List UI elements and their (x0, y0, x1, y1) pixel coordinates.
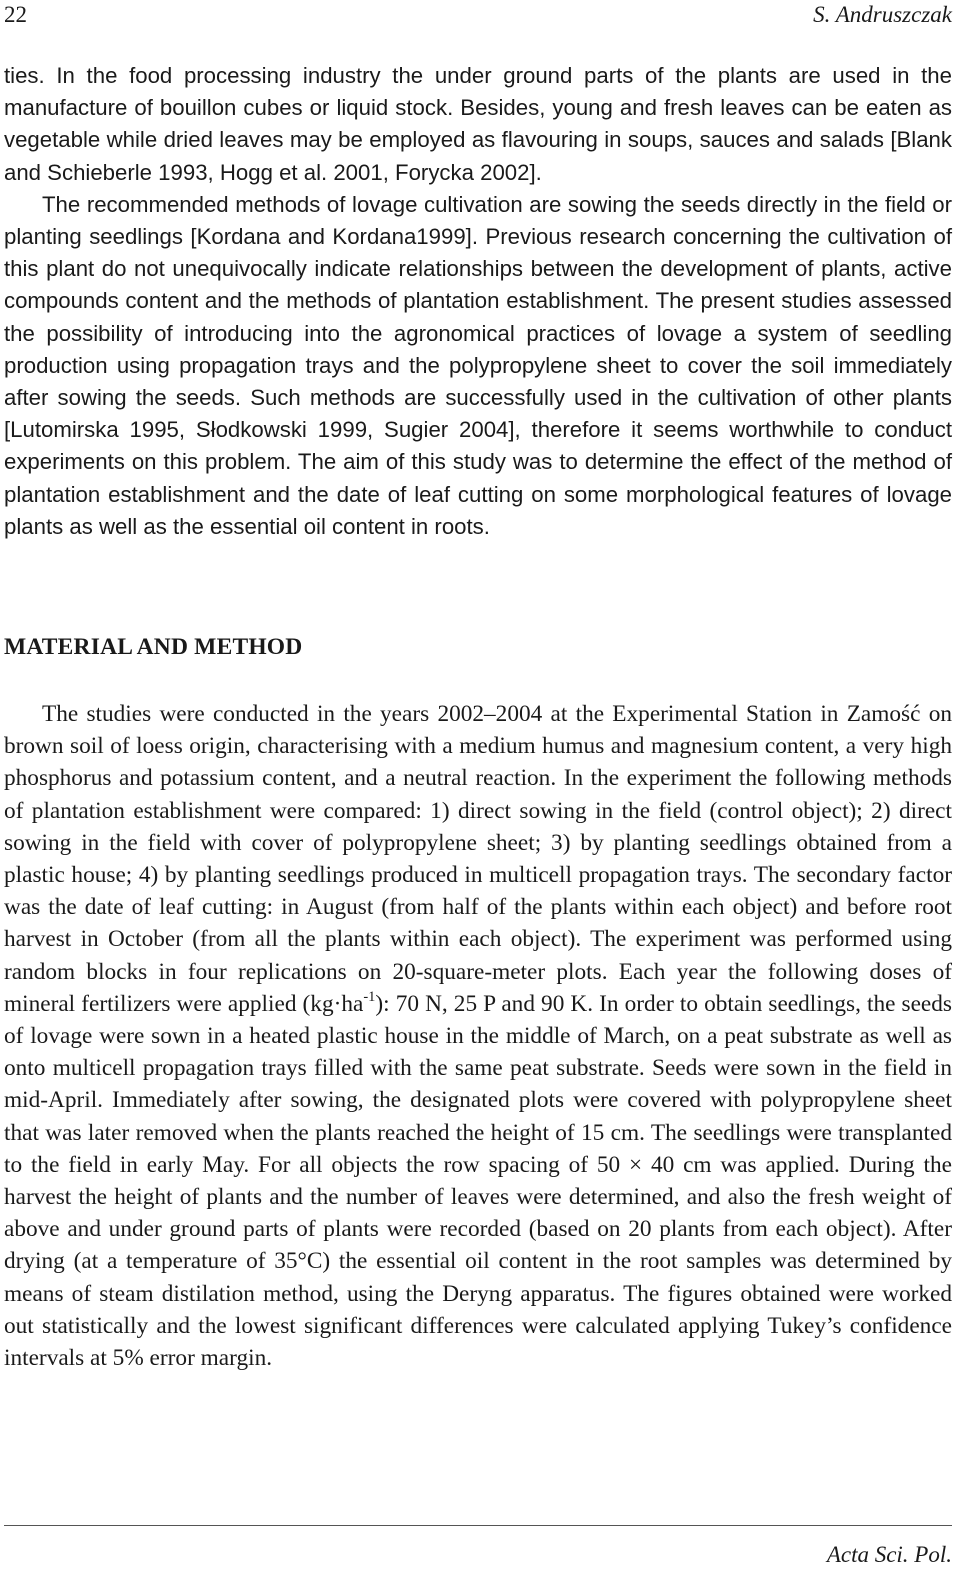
running-head-author: S. Andruszczak (813, 2, 952, 27)
introduction-continuation (4, 60, 952, 543)
intro-paragraph-2-sentence-1: The recommended methods of lovage cultivation are sowing the seeds directly in the field or planting seedlings [Kordana and Kordana1999]. (4, 191, 952, 250)
unit-exponent: -1 (363, 988, 376, 1005)
footer-rule (4, 1525, 952, 1526)
page-header (4, 2, 952, 30)
intro-paragraph-2-sentence-2: Previous research concerning the cultivation of this plant do not unequivocally indicate relationships between the development of plants, active compounds content and the methods of plantation establishment. (4, 224, 952, 314)
intro-paragraph-1: ties. In the food processing industry the under ground parts of the plants are used in the manufacture of bouillon cubes or liquid stock. Besides, young and fresh leaves can be eaten as vegetable while dried leaves may be employed as flavouring in soups, sauces and salads [Blank and Schieberle 1993, Hogg et al. 2001, Forycka 2002]. (4, 63, 952, 185)
section-heading-material-and-method: MATERIAL AND METHOD (4, 634, 303, 660)
methods-text-part-2: ): 70 N, 25 P and 90 K. In order to obtain seedlings, the seeds of lovage were sown in a heated plastic house in the middle of March, on a peat substrate as well as onto multicell propagation trays filled with the same peat substrate. Seeds were sown in the field in mid-April. Immediately after sowing, the designated plots were covered with polypropylene sheet that was later removed when the plants reached the height of 15 cm. The seedlings were transplanted to the field in early May. For all objects the row spacing of 50 × 40 cm was applied. During the harvest the height of plants and the number of leaves were determined, and also the fresh weight of above and under ground parts of plants were recorded (based on 20 plants from each object). After drying (at a temperature of 35°C) the essential oil content in the root samples was determined by means of steam distilation method, using the Deryng apparatus. The figures obtained were worked out statistically and the lowest significant differences were calculated applying Tukey’s confidence intervals at 5% error margin. (4, 990, 952, 1372)
methods-paragraph (4, 698, 952, 1374)
intro-paragraph-2-sentence-3: The present studies assessed the possibility of introducing into the agronomical practices of lovage a system of seedling production using propagation trays and the polypropylene sheet to cover the soil immediately after sowing the seeds. (4, 288, 953, 411)
footer-journal-name: Acta Sci. Pol. (826, 1542, 952, 1567)
methods-section (4, 698, 952, 1374)
intro-paragraph-2-sentence-4: Such methods are successfully used in the cultivation of other plants [Lutomirska 1995, Słodkowski 1999, Sugier 2004], therefore it seems worthwhile to conduct experiments on this problem. (4, 385, 952, 475)
intro-paragraph-2 (4, 189, 952, 543)
intro-paragraph-2-sentence-5: The aim of this study was to determine the effect of the method of plantation establishment and the date of leaf cutting on some morphological features of lovage plants as well as the essential oil content in roots. (4, 449, 952, 539)
page-number: 22 (4, 2, 27, 27)
methods-text-part-1: The studies were conducted in the years 2002–2004 at the Experimental Station in Zamość on brown soil of loess origin, characterising with a medium humus and magnesium content, a very high phosphorus and potassium content, and a neutral reaction. In the experiment the following methods of plantation establishment were compared: 1) direct sowing in the field (control object); 2) direct sowing in the field with cover of polypropylene sheet; 3) by planting seedlings obtained from a plastic house; 4) by planting seedlings produced in multicell propagation trays. The secondary factor was the date of leaf cutting: in August (from half of the plants within each object) and before root harvest in October (from all the plants within each object). The experiment was performed using random blocks in four replications on 20-square-meter plots. Each year the following doses of mineral fertilizers were applied (kg·ha (4, 701, 952, 1017)
